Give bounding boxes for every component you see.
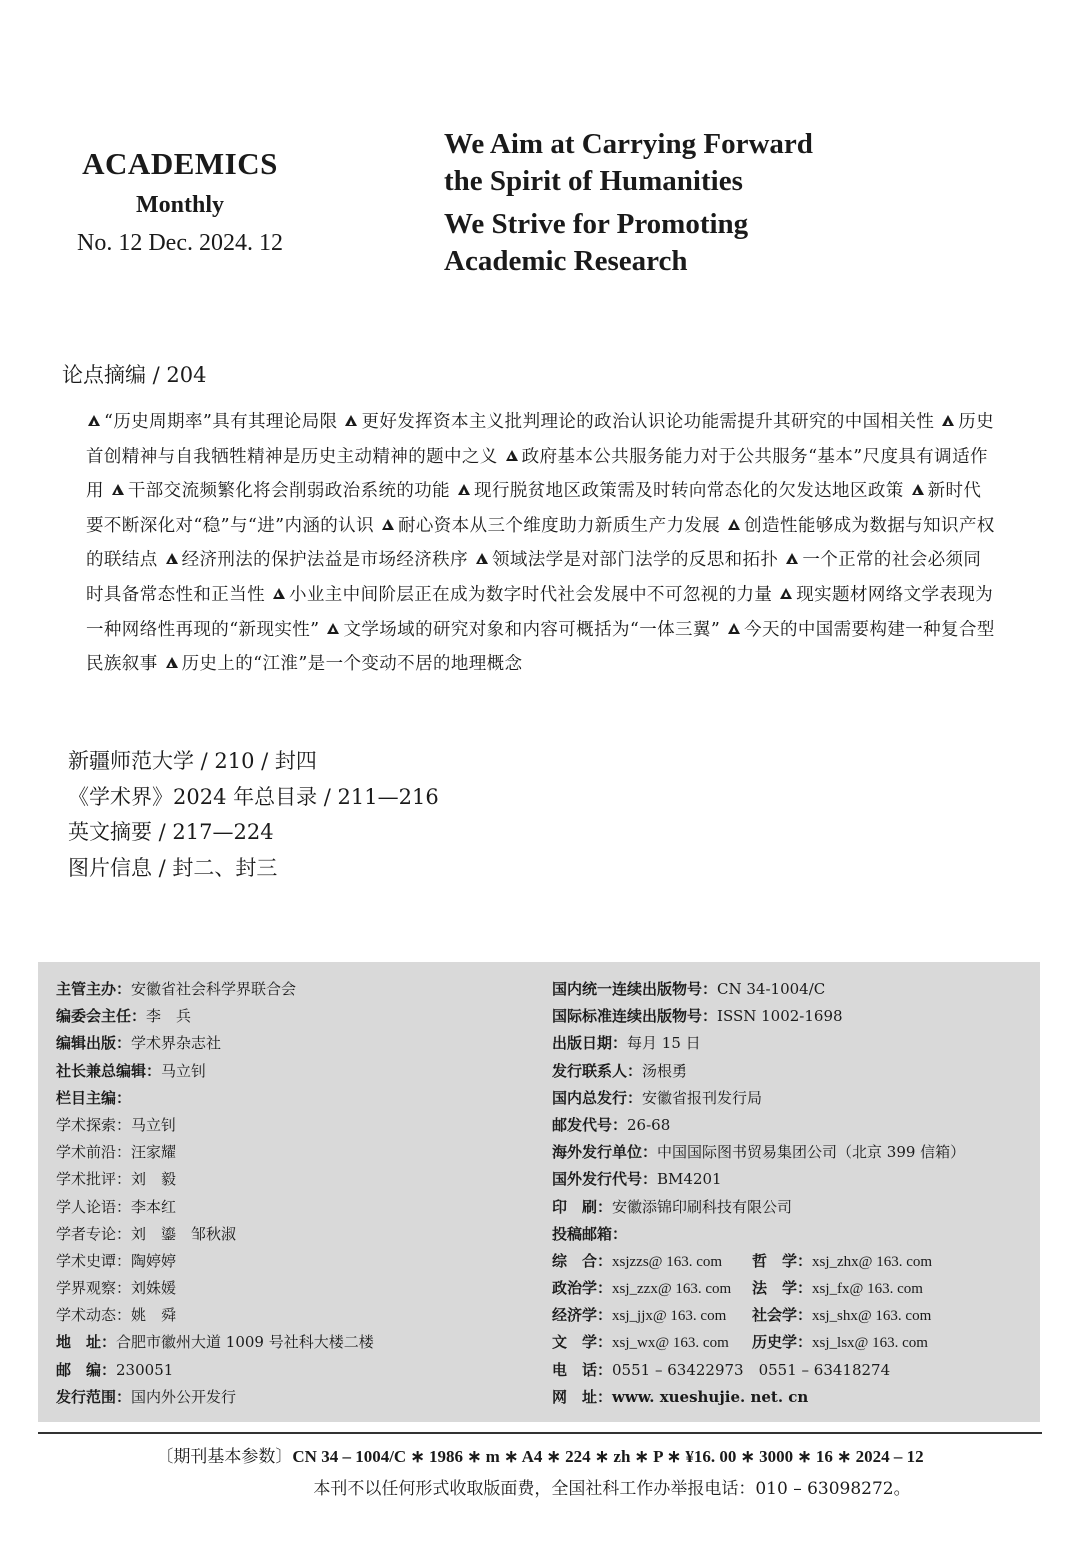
website-link[interactable]: www. xueshujie. net. cn <box>612 1387 809 1406</box>
column-editor-row: 学术探索：马立钊 <box>56 1115 177 1134</box>
toc-entry: 《学术界》2024 年总目录 / 211—216 <box>68 784 439 809</box>
journal-frequency: Monthly <box>135 192 224 218</box>
email-address[interactable]: xsj_jjx@ 163. com <box>612 1308 727 1325</box>
publication-info-box <box>38 962 1040 1422</box>
abstract-item: 历史首创精神与自我牺牲精神是历史主动精神的题中之义 <box>86 412 995 467</box>
website-row: 网 址：www. xueshujie. net. cn <box>552 1387 809 1406</box>
column-editor-row: 学界观察：刘姝媛 <box>56 1279 177 1298</box>
journal-name: ACADEMICS <box>82 146 278 181</box>
issue-info <box>40 225 320 261</box>
info-row-distribution: 发行范围：国内外公开发行 <box>56 1387 237 1406</box>
triangle-bullet-icon <box>88 415 100 426</box>
toc-entry: 图片信息 / 封二、封三 <box>68 855 278 880</box>
email-address[interactable]: xsj_lsx@ 163. com <box>812 1335 928 1352</box>
triangle-bullet-icon <box>728 623 740 634</box>
abstract-list <box>86 405 998 682</box>
triangle-bullet-icon <box>912 484 924 495</box>
abstract-item: “历史周期率”具有其理论局限 <box>86 412 343 432</box>
params-value: CN 34 – 1004/C ∗ 1986 ∗ m ∗ A4 ∗ 224 ∗ zh ∗ P ∗ ¥16. 00 ∗ 3000 ∗ 16 ∗ 2024 – 12 <box>292 1447 924 1466</box>
info-row-address: 地 址：合肥市徽州大道 1009 号社科大楼二楼 <box>56 1333 374 1352</box>
email-row: 经济学：xsj_jjx@ 163. com 社会学：xsj_shx@ 163. com <box>552 1306 932 1325</box>
column-editor-row: 学术史谭：陶婷婷 <box>56 1251 177 1270</box>
abstract-item: 领域法学是对部门法学的反思和拓扑 <box>474 550 784 570</box>
info-row: 邮发代号：26-68 <box>552 1115 671 1134</box>
email-address[interactable]: xsj_zhx@ 163. com <box>812 1253 933 1270</box>
info-row: 发行联系人：汤根勇 <box>552 1061 688 1080</box>
motto-line-2: the Spirit of Humanities <box>444 165 743 197</box>
journal-parameters <box>0 1444 1080 1470</box>
abstract-item: 文学场域的研究对象和内容可概括为“一体三翼” <box>325 620 720 640</box>
triangle-bullet-icon <box>345 415 357 426</box>
phone-row: 电 话：0551 – 63422973 0551 – 63418274 <box>552 1360 891 1379</box>
info-row: 主管主办：安徽省社会科学界联合会 <box>56 980 297 998</box>
abstract-item: 耐心资本从三个维度助力新质生产力发展 <box>380 516 726 536</box>
info-row: 国外发行代号：BM4201 <box>552 1170 722 1189</box>
info-row: 印 刷：安徽添锦印刷科技有限公司 <box>552 1197 793 1216</box>
triangle-bullet-icon <box>327 623 339 634</box>
abstract-item: 创造性能够成为数据与知识产权的联结点 <box>86 515 995 571</box>
email-row: 政治学：xsj_zzx@ 163. com 法 学：xsj_fx@ 163. com <box>552 1279 923 1298</box>
motto-line-3: We Strive for Promoting <box>444 208 749 240</box>
email-address[interactable]: xsjzzs@ 163. com <box>612 1253 723 1270</box>
info-row: 编委会主任：李 兵 <box>56 1007 192 1026</box>
abstract-item: 更好发挥资本主义批判理论的政治认识论功能需提升其研究的中国相关性 <box>343 412 940 432</box>
triangle-bullet-icon <box>476 553 488 564</box>
column-editor-row: 学术批评：刘 毅 <box>56 1170 177 1189</box>
triangle-bullet-icon <box>458 484 470 495</box>
abstract-item: 现实题材网络文学表现为一种网络性再现的“新现实性” <box>86 584 994 640</box>
triangle-bullet-icon <box>728 519 740 530</box>
motto-line-4: Academic Research <box>444 245 688 277</box>
info-row-issn: 国际标准连续出版物号：ISSN 1002-1698 <box>552 1007 843 1026</box>
email-row: 文 学：xsj_wx@ 163. com 历史学：xsj_lsx@ 163. com <box>552 1333 928 1352</box>
email-address[interactable]: xsj_shx@ 163. com <box>812 1308 932 1325</box>
column-editor-row: 学术动态：姚 舜 <box>56 1306 177 1325</box>
abstract-item: 新时代要不断深化对“稳”与“进”内涵的认识 <box>86 481 982 536</box>
toc-entry: 新疆师范大学 / 210 / 封四 <box>68 749 317 773</box>
journal-motto <box>444 126 813 286</box>
email-address[interactable]: xsj_wx@ 163. com <box>612 1335 729 1352</box>
abstract-item: 政府基本公共服务能力对于公共服务“基本”尺度具有调适作用 <box>86 446 988 502</box>
abstract-section-title: 论点摘编 / 204 <box>62 363 207 387</box>
triangle-bullet-icon <box>166 657 178 668</box>
abstract-item: 现行脱贫地区政策需及时转向常态化的欠发达地区政策 <box>456 481 910 501</box>
footer-divider <box>38 1432 1042 1434</box>
info-row: 投稿邮箱： <box>552 1224 628 1243</box>
issue-date: Dec. 2024. 12 <box>148 230 283 256</box>
triangle-bullet-icon <box>166 553 178 564</box>
triangle-bullet-icon <box>780 588 792 599</box>
table-of-contents <box>68 744 439 886</box>
issue-number: No. 12 <box>77 230 143 256</box>
info-row: 编辑出版：学术界杂志社 <box>56 1034 222 1053</box>
motto-line-1: We Aim at Carrying Forward <box>444 128 813 160</box>
fee-notice: 本刊不以任何形式收取版面费，全国社科工作办举报电话：010 – 63098272。 <box>313 1479 911 1499</box>
triangle-bullet-icon <box>786 553 798 564</box>
email-address[interactable]: xsj_zzx@ 163. com <box>612 1281 732 1298</box>
toc-entry: 英文摘要 / 217—224 <box>68 820 274 844</box>
info-row: 海外发行单位：中国国际图书贸易集团公司（北京 399 信箱） <box>552 1143 966 1162</box>
triangle-bullet-icon <box>506 450 518 461</box>
info-row: 社长兼总编辑：马立钊 <box>56 1061 207 1080</box>
abstract-item: 经济刑法的保护法益是市场经济秩序 <box>164 550 474 570</box>
abstract-item: 干部交流频繁化将会削弱政治系统的功能 <box>110 481 456 501</box>
abstract-item: 小业主中间阶层正在成为数字时代社会发展中不可忽视的力量 <box>271 585 778 605</box>
params-label: 〔期刊基本参数〕 <box>156 1447 293 1467</box>
info-row: 国内总发行：安徽省报刊发行局 <box>552 1088 763 1107</box>
triangle-bullet-icon <box>942 415 954 426</box>
abstract-item: 一个正常的社会必须同时具备常态性和正当性 <box>86 550 982 605</box>
column-editor-row: 学者专论：刘 鎏 邹秋淑 <box>56 1224 237 1243</box>
email-address[interactable]: xsj_fx@ 163. com <box>812 1281 923 1298</box>
column-editor-row: 学术前沿：汪家耀 <box>56 1143 177 1162</box>
info-row: 出版日期：每月 15 日 <box>552 1034 701 1053</box>
email-row: 综 合：xsjzzs@ 163. com 哲 学：xsj_zhx@ 163. com <box>552 1251 933 1270</box>
abstract-item: 今天的中国需要构建一种复合型民族叙事 <box>86 619 995 675</box>
info-left-column <box>56 976 536 1411</box>
masthead <box>40 145 320 261</box>
info-row: 栏目主编： <box>56 1088 132 1107</box>
info-row-postcode: 邮 编：230051 <box>56 1360 174 1379</box>
info-right-column <box>552 976 1032 1411</box>
triangle-bullet-icon <box>273 588 285 599</box>
triangle-bullet-icon <box>112 484 124 495</box>
column-editor-row: 学人论语：李本红 <box>56 1197 177 1216</box>
abstract-item: 历史上的“江淮”是一个变动不居的地理概念 <box>164 654 523 674</box>
triangle-bullet-icon <box>382 519 394 530</box>
info-row-cn: 国内统一连续出版物号：CN 34-1004/C <box>552 980 826 998</box>
